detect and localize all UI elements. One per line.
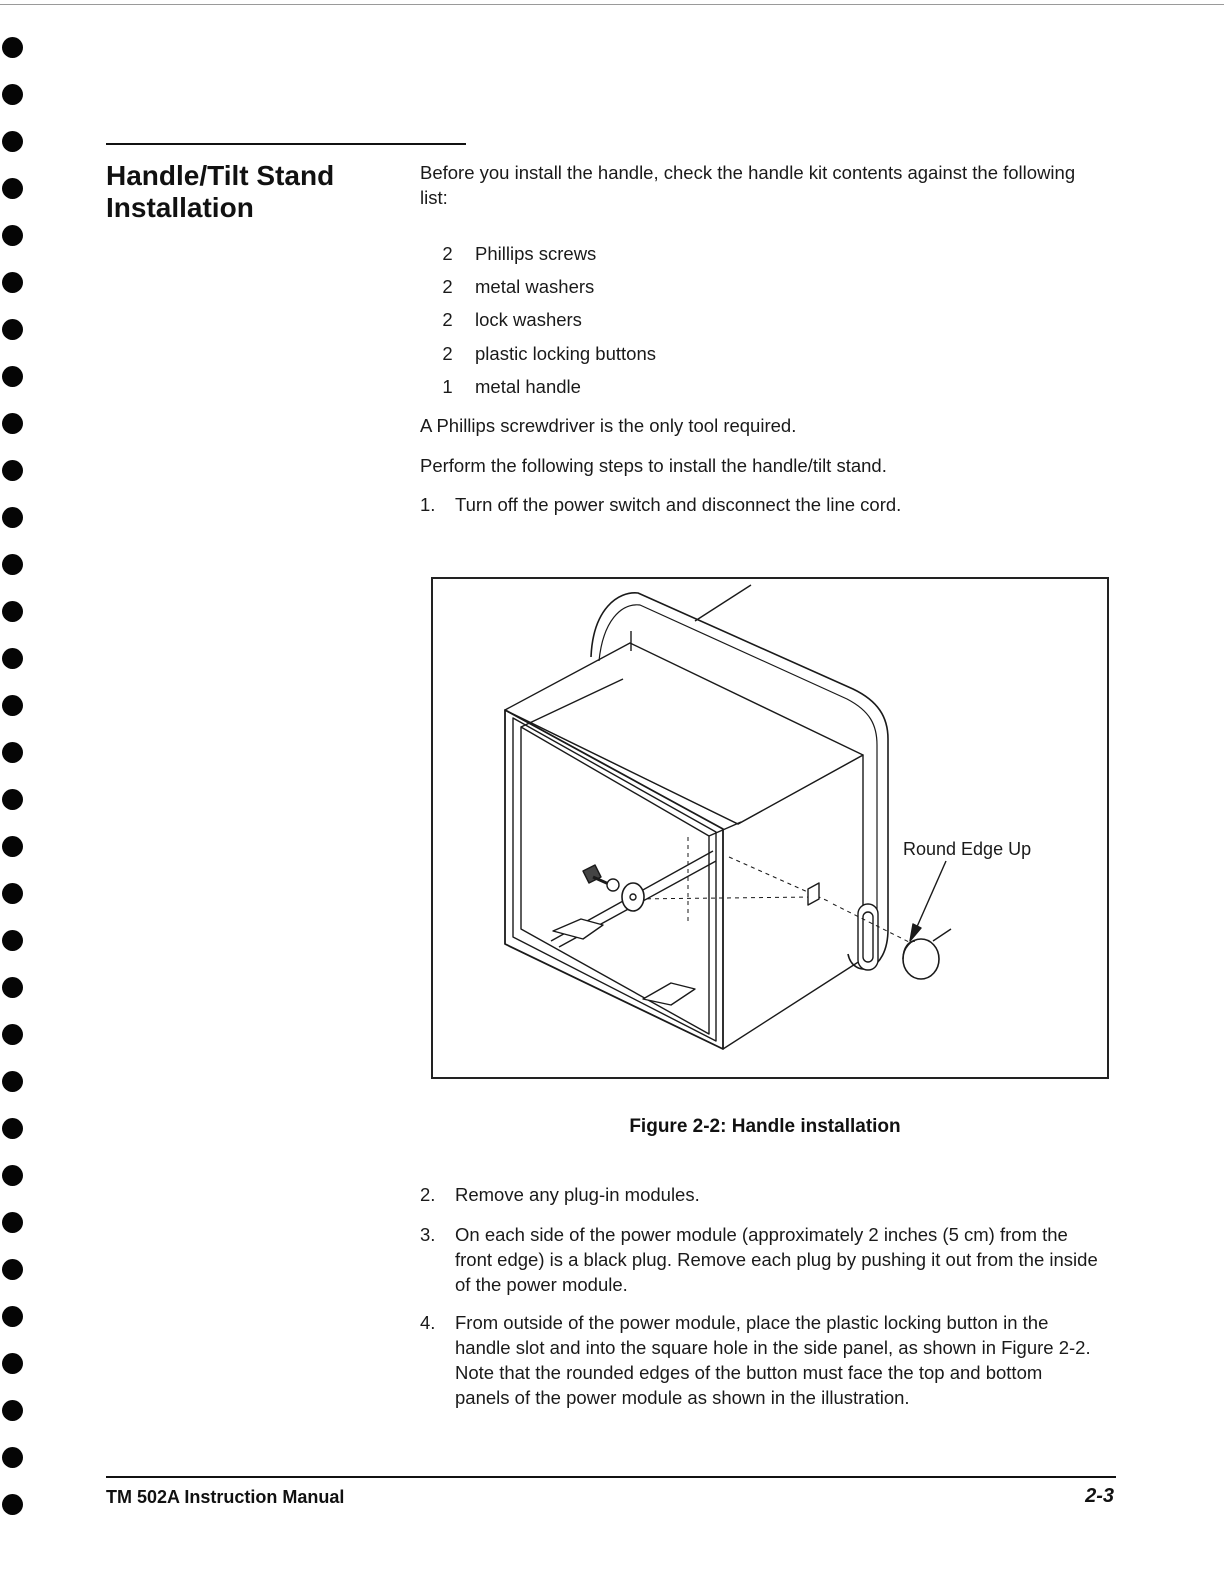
tool-note: A Phillips screwdriver is the only tool required. bbox=[420, 415, 797, 436]
list-item bbox=[420, 374, 656, 407]
punch-hole-icon bbox=[2, 319, 23, 340]
punch-hole-icon bbox=[2, 1165, 23, 1186]
step-item bbox=[420, 1182, 1100, 1207]
punch-hole-icon bbox=[2, 131, 23, 152]
punch-hole-icon bbox=[2, 1353, 23, 1374]
kit-quantity: 2 bbox=[442, 243, 453, 264]
step-number: 1. bbox=[420, 494, 436, 515]
step-text: On each side of the power module (approximately 2 inches (5 cm) from the front edge) is a black plug. Remove each plug by pushing it out from the inside of the power module. bbox=[455, 1224, 1098, 1295]
kit-quantity: 2 bbox=[442, 342, 453, 364]
punch-holes bbox=[0, 0, 30, 1582]
punch-hole-icon bbox=[2, 883, 23, 904]
kit-item-name: lock washers bbox=[475, 309, 582, 331]
step-number: 2. bbox=[420, 1184, 436, 1205]
punch-hole-icon bbox=[2, 1306, 23, 1327]
punch-hole-icon bbox=[2, 1212, 23, 1233]
top-rule bbox=[0, 4, 1224, 5]
step-text: Remove any plug-in modules. bbox=[455, 1184, 700, 1205]
figure-handle-installation bbox=[431, 577, 1109, 1079]
footer-manual-title: TM 502A Instruction Manual bbox=[106, 1487, 345, 1507]
punch-hole-icon bbox=[2, 413, 23, 434]
footer-page-number: 2-3 bbox=[1085, 1485, 1114, 1507]
footer-rule bbox=[106, 1476, 1116, 1478]
kit-item-name: metal washers bbox=[475, 276, 595, 298]
punch-hole-icon bbox=[2, 84, 23, 105]
list-item bbox=[420, 307, 656, 340]
punch-hole-icon bbox=[2, 460, 23, 481]
punch-hole-icon bbox=[2, 742, 23, 763]
kit-quantity: 2 bbox=[442, 309, 453, 331]
figure-caption: Figure 2-2: Handle installation bbox=[629, 1116, 901, 1137]
punch-hole-icon bbox=[2, 1024, 23, 1045]
kit-quantity: 2 bbox=[442, 276, 453, 298]
punch-hole-icon bbox=[2, 930, 23, 951]
intro-paragraph: Before you install the handle, check the handle kit contents against the following list: bbox=[420, 162, 1076, 208]
punch-hole-icon bbox=[2, 1259, 23, 1280]
punch-hole-icon bbox=[2, 695, 23, 716]
punch-hole-icon bbox=[2, 648, 23, 669]
kit-quantity: 1 bbox=[442, 375, 453, 397]
punch-hole-icon bbox=[2, 1118, 23, 1139]
kit-item-name: metal handle bbox=[475, 375, 581, 397]
punch-hole-icon bbox=[2, 366, 23, 387]
step-number: 3. bbox=[420, 1224, 436, 1245]
section-heading: Handle/Tilt Stand Installation bbox=[106, 160, 335, 223]
list-item bbox=[420, 241, 656, 274]
punch-hole-icon bbox=[2, 1447, 23, 1468]
punch-hole-icon bbox=[2, 601, 23, 622]
punch-hole-icon bbox=[2, 977, 23, 998]
list-item bbox=[420, 274, 656, 307]
figure-callout-label: Round Edge Up bbox=[903, 839, 1032, 859]
punch-hole-icon bbox=[2, 1494, 23, 1515]
handle-installation-illustration bbox=[433, 579, 1107, 1077]
step-item bbox=[420, 1222, 1100, 1297]
kit-contents-list bbox=[420, 241, 656, 407]
step-item bbox=[420, 1310, 1100, 1410]
punch-hole-icon bbox=[2, 272, 23, 293]
list-item bbox=[420, 341, 656, 374]
punch-hole-icon bbox=[2, 836, 23, 857]
steps-intro: Perform the following steps to install the handle/tilt stand. bbox=[420, 455, 887, 476]
kit-item-name: Phillips screws bbox=[475, 243, 597, 264]
step-item bbox=[420, 492, 1100, 517]
punch-hole-icon bbox=[2, 507, 23, 528]
punch-hole-icon bbox=[2, 554, 23, 575]
kit-item-name: plastic locking buttons bbox=[475, 342, 656, 364]
punch-hole-icon bbox=[2, 1071, 23, 1092]
punch-hole-icon bbox=[2, 37, 23, 58]
punch-hole-icon bbox=[2, 789, 23, 810]
step-number: 4. bbox=[420, 1312, 436, 1333]
heading-rule bbox=[106, 143, 466, 145]
step-text: From outside of the power module, place the plastic locking button in the handle slot and into the square hole in the side panel, as shown in Figure 2-2. Note that the rounded edges of the button must face the top and bottom panels of the power module as shown in the illustration. bbox=[455, 1312, 1091, 1408]
punch-hole-icon bbox=[2, 178, 23, 199]
punch-hole-icon bbox=[2, 1400, 23, 1421]
punch-hole-icon bbox=[2, 225, 23, 246]
step-text: Turn off the power switch and disconnect the line cord. bbox=[455, 494, 902, 515]
